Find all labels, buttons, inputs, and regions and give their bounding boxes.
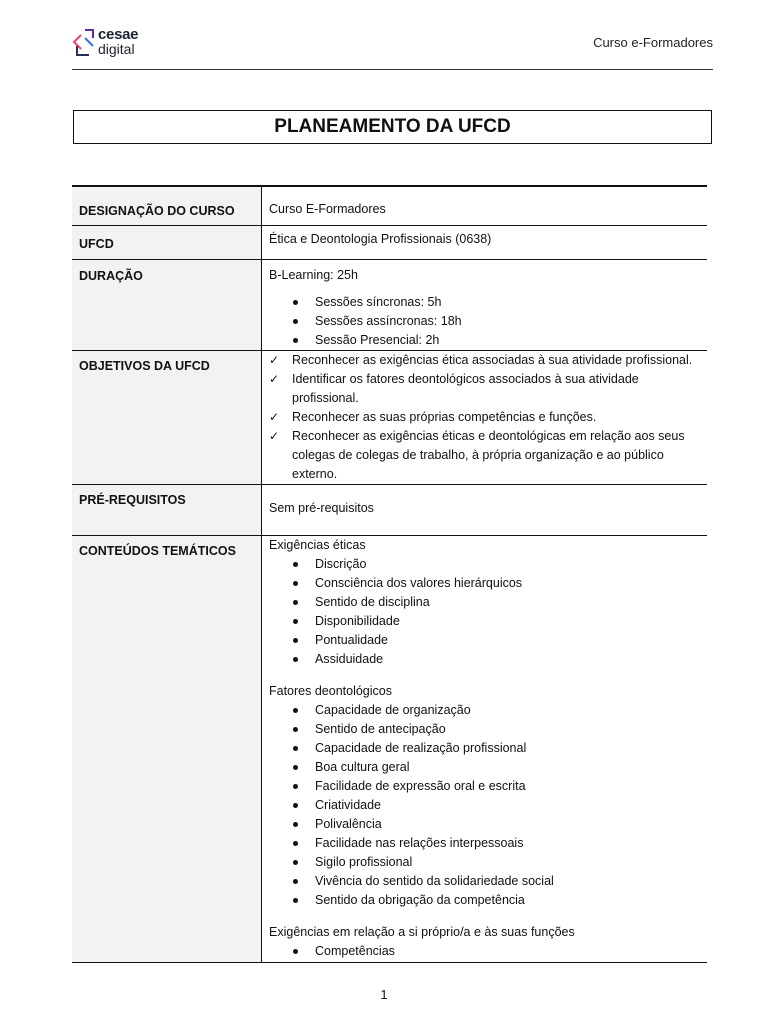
- header-course-name: Curso e-Formadores: [593, 35, 713, 50]
- page-number: 1: [380, 987, 388, 1002]
- conteudos-group-heading: Exigências éticas: [269, 537, 366, 552]
- list-item: Capacidade de realização profissional: [269, 739, 707, 758]
- list-item: ✓ Reconhecer as exigências ética associadas à sua atividade profissional.: [269, 351, 707, 370]
- checkmark-icon: ✓: [269, 409, 280, 424]
- logo-text-cesae: cesae: [98, 26, 139, 43]
- list-item: Sentido de antecipação: [269, 720, 707, 739]
- row-conteudos: [72, 535, 707, 962]
- list-item: ✓ Reconhecer as suas próprias competências e funções.: [269, 408, 707, 427]
- conteudos-group-list: [269, 701, 707, 910]
- list-item: Assiduidade: [269, 650, 707, 669]
- list-item: Vivência do sentido da solidariedade social: [269, 872, 707, 891]
- list-item: Consciência dos valores hierárquicos: [269, 574, 707, 593]
- list-item: Facilidade nas relações interpessoais: [269, 834, 707, 853]
- value-prerequisitos: Sem pré-requisitos: [262, 484, 708, 535]
- list-item: Sessão Presencial: 2h: [269, 331, 707, 350]
- row-objetivos: [72, 350, 707, 484]
- label-objetivos: OBJETIVOS DA UFCD: [72, 350, 262, 484]
- label-duracao: DURAÇÃO: [72, 259, 262, 350]
- list-item: ✓ Identificar os fatores deontológicos associados à sua atividade profissional.: [269, 371, 639, 405]
- list-item: Discrição: [269, 555, 707, 574]
- list-item: Competências: [269, 942, 707, 961]
- list-item: Polivalência: [269, 815, 707, 834]
- list-item: Capacidade de organização: [269, 701, 707, 720]
- label-prerequisitos: PRÉ-REQUISITOS: [72, 484, 262, 535]
- checkmark-icon: ✓: [269, 428, 280, 443]
- logo-text-digital: digital: [98, 41, 135, 57]
- checkmark-icon: ✓: [269, 371, 280, 386]
- value-ufcd: Ética e Deontologia Profissionais (0638): [262, 225, 708, 259]
- duracao-intro: B-Learning: 25h: [269, 267, 358, 282]
- list-item: Sentido de disciplina: [269, 593, 707, 612]
- row-ufcd: [72, 225, 707, 259]
- row-duracao: [72, 259, 707, 350]
- row-designacao: [72, 186, 707, 225]
- header-divider: [72, 69, 713, 70]
- value-designacao: Curso E-Formadores: [269, 202, 386, 216]
- planning-table: [72, 185, 707, 963]
- list-item: Pontualidade: [269, 631, 707, 650]
- row-prerequisitos: [72, 484, 707, 535]
- list-item: Sentido da obrigação da competência: [269, 891, 707, 910]
- list-item: Sessões síncronas: 5h: [269, 293, 707, 312]
- list-item: Sessões assíncronas: 18h: [269, 312, 707, 331]
- conteudos-group-list: [269, 555, 707, 669]
- conteudos-group-heading: Fatores deontológicos: [269, 683, 392, 698]
- conteudos-group-list: [269, 942, 707, 961]
- checkmark-icon: ✓: [269, 352, 280, 367]
- page-title: PLANEAMENTO DA UFCD: [73, 110, 712, 144]
- cesae-digital-logo: [71, 26, 161, 60]
- conteudos-group-heading: Exigências em relação a si próprio/a e às suas funções: [269, 924, 575, 939]
- list-item: ✓ Reconhecer as exigências éticas e deontológicas em relação aos seus colegas de colegas de trabalho, à própria organização e ao público externo.: [269, 428, 685, 481]
- list-item: Facilidade de expressão oral e escrita: [269, 777, 707, 796]
- label-conteudos: CONTEÚDOS TEMÁTICOS: [72, 535, 262, 962]
- objetivos-list: [269, 351, 707, 484]
- list-item: Criatividade: [269, 796, 707, 815]
- logo-mark-icon: [71, 28, 95, 58]
- label-ufcd: UFCD: [72, 225, 262, 259]
- list-item: Boa cultura geral: [269, 758, 707, 777]
- label-designacao: DESIGNAÇÃO DO CURSO: [72, 186, 262, 225]
- list-item: Sigilo profissional: [269, 853, 707, 872]
- duracao-list: [269, 293, 707, 350]
- list-item: Disponibilidade: [269, 612, 707, 631]
